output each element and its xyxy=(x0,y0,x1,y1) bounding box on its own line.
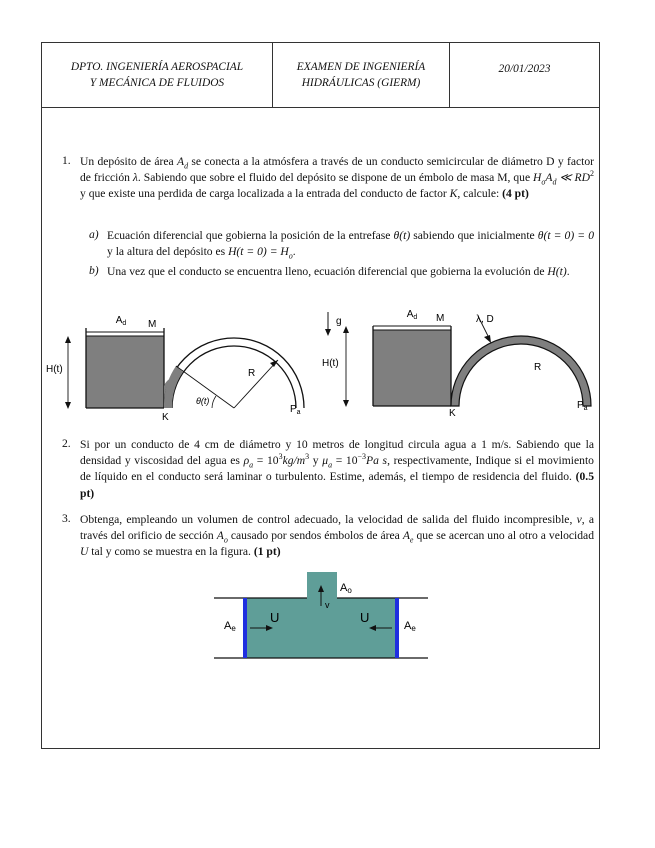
question-1b-label: b) xyxy=(89,264,99,277)
figure-2-tank-filled-conduit xyxy=(318,304,608,422)
department-cell xyxy=(42,43,273,107)
orifice-area-label: Ao xyxy=(340,582,352,595)
radius2-label: R xyxy=(534,362,542,373)
theta-arc xyxy=(212,396,216,408)
mass2-label: M xyxy=(436,313,445,324)
orifice-jet xyxy=(307,572,337,600)
radius-label: R xyxy=(248,368,256,379)
height2-label: H(t) xyxy=(322,358,339,369)
left-piston-area-label: Ae xyxy=(224,620,236,633)
tank-fluid xyxy=(86,336,164,408)
question-1-number: 1. xyxy=(62,154,71,167)
height-arrow-bottom xyxy=(65,402,71,409)
pressure-label: $P_a$ xyxy=(290,404,301,416)
department-line-1: DPTO. INGENIERÍA AEROSPACIAL xyxy=(70,61,244,73)
figure-1-tank-semicircle xyxy=(44,308,314,426)
conduit-filled xyxy=(451,336,591,406)
k2-label: K xyxy=(449,408,456,419)
department-line-2: Y MECÁNICA DE FLUIDOS xyxy=(89,77,225,89)
exam-date-cell xyxy=(450,43,599,107)
exam-title-cell xyxy=(273,43,450,107)
k-label: K xyxy=(162,412,169,423)
question-2-text: Si por un conducto de 4 cm de diámetro y 10 metros de longitud circula agua a 1 m/s. Sabiendo que la densidad y viscosidad del agua es $\rho_a = 10^3kg/m^3$ y $\mu_a = 10^{-3}Pa$ s, respectivamente, Indique si el movimiento de líquido en el conducto será laminar o turbulento. Estime, además, el tiempo de residencia del fluido. (0.5 pt) xyxy=(80,438,594,500)
height2-arrow-top xyxy=(343,326,349,333)
area-label: $A_d$ xyxy=(115,315,127,327)
lambda-d-label: λ, D xyxy=(476,314,494,325)
question-1-text: Un depósito de área $A_d$ se conecta a la atmósfera a través de un conducto semicircular de diámetro D y factor de fricción λ. Sabiendo que sobre el fluido del depósito se dispone de un émbolo de masa M, que $H_oA_d$ ≪ $RD^2$ y que existe una perdida de carga localizada a la entrada del conducto de factor K, calcule: (4 pt) xyxy=(80,155,594,201)
left-piston xyxy=(243,598,247,658)
exam-title-line-2: HIDRÁULICAS (GIERM) xyxy=(301,77,421,89)
exam-title-line-1: EXAMEN DE INGENIERÍA xyxy=(296,61,426,73)
area2-label: $A_d$ xyxy=(406,309,418,321)
exam-header xyxy=(41,42,600,108)
gravity-label: g xyxy=(336,316,342,327)
exam-date: 20/01/2023 xyxy=(498,63,551,75)
question-3-number: 3. xyxy=(62,512,71,525)
height2-arrow-bottom xyxy=(343,400,349,407)
gravity-arrowhead xyxy=(325,329,331,336)
question-1b-text: Una vez que el conducto se encuentra lleno, ecuación diferencial que gobierna la evolución de H(t). xyxy=(107,265,570,278)
velocity-label: v xyxy=(325,600,330,610)
height-label: H(t) xyxy=(46,364,63,375)
height-arrow-top xyxy=(65,336,71,343)
radius-arrow xyxy=(234,360,278,408)
question-3-text: Obtenga, empleando un volumen de control adecuado, la velocidad de salida del fluido incompresible, v, a través del orificio de sección $A_o$ causado por sendos émbolos de área $A_e$ que se acercan uno al otro a velocidad U tal y como se muestra en la figura. (1 pt) xyxy=(80,513,594,559)
right-piston xyxy=(395,598,399,658)
figure-3-pistons-orifice xyxy=(210,566,432,666)
question-1a-label: a) xyxy=(89,228,99,241)
mass-label: M xyxy=(148,319,157,330)
question-2-number: 2. xyxy=(62,437,71,450)
right-piston-area-label: Ae xyxy=(404,620,416,633)
theta-label: θ(t) xyxy=(196,396,210,406)
diameter-pointer-head xyxy=(484,335,491,343)
question-1a-text: Ecuación diferencial que gobierna la posición de la entrefase θ(t) sabiendo que inicialmente θ(t = 0) = 0 y la altura del depósito es $H(t = 0) = H_o$. xyxy=(107,229,594,261)
pressure2-label: $P_a$ xyxy=(577,400,588,412)
tank-fluid-2 xyxy=(373,330,451,406)
right-u-label: U xyxy=(360,610,370,625)
conduit-fluid xyxy=(164,366,183,408)
left-u-label: U xyxy=(270,610,280,625)
